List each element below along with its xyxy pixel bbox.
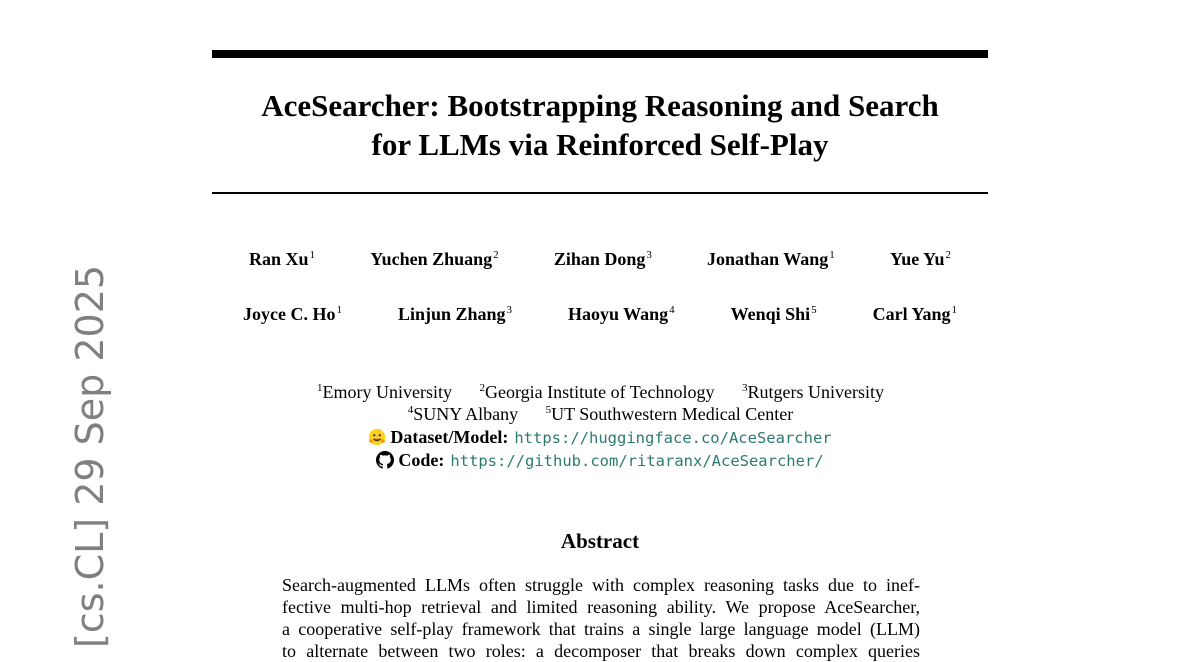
abstract-line: a cooperative self-play framework that trains a single large language model (LLM) (282, 619, 920, 639)
author: Zihan Dong$^3$ (553, 249, 652, 269)
dataset-label: Dataset/Model: (390, 427, 509, 447)
author: Joyce C. Ho$^1$ (243, 304, 342, 324)
affiliation: $^1$Emory University (316, 382, 452, 402)
author: Carl Yang$^1$ (872, 304, 957, 324)
paper-title (212, 86, 988, 164)
author: Yuchen Zhuang$^2$ (370, 249, 499, 269)
code-line (212, 449, 988, 472)
authors-row-2 (212, 303, 988, 325)
author: Wenqi Shi$^5$ (730, 304, 817, 324)
author: Yue Yu$^2$ (889, 249, 951, 269)
affiliation: $^3$Rutgers University (742, 382, 884, 402)
abstract-line: to alternate between two roles: a decomposer that breaks down complex queries (282, 641, 920, 661)
code-label: Code: (398, 450, 445, 470)
author: Jonathan Wang$^1$ (707, 249, 835, 269)
affiliation: $^2$Georgia Institute of Technology (479, 382, 715, 402)
abstract-heading: Abstract (560, 529, 640, 553)
dataset-line (212, 426, 988, 449)
arxiv-stamp: [cs.CL] 29 Sep 2025 (68, 264, 112, 648)
abstract-body (282, 574, 920, 662)
code-link[interactable]: https://github.com/ritaranx/AceSearcher/ (450, 452, 824, 470)
title-line-2: for LLMs via Reinforced Self-Play (371, 127, 829, 162)
hugging-face-icon (368, 428, 386, 446)
affiliations-line-1 (212, 381, 988, 403)
title-bottom-rule (212, 192, 988, 194)
dataset-link[interactable]: https://huggingface.co/AceSearcher (514, 429, 832, 447)
title-line-1: AceSearcher: Bootstrapping Reasoning and Search (261, 88, 939, 123)
github-icon (376, 451, 394, 469)
affiliation: $^4$SUNY Albany (407, 404, 519, 424)
affiliation: $^5$UT Southwestern Medical Center (545, 404, 794, 424)
affiliations-line-2 (212, 403, 988, 425)
authors-row-1 (212, 248, 988, 270)
abstract-line: fective multi-hop retrieval and limited reasoning ability. We propose AceSearcher, (282, 597, 920, 617)
author: Ran Xu$^1$ (249, 249, 316, 269)
author: Linjun Zhang$^3$ (397, 304, 512, 324)
author: Haoyu Wang$^4$ (567, 304, 675, 324)
title-top-rule (212, 50, 988, 58)
abstract-line: Search-augmented LLMs often struggle with complex reasoning tasks due to inef- (282, 575, 920, 595)
